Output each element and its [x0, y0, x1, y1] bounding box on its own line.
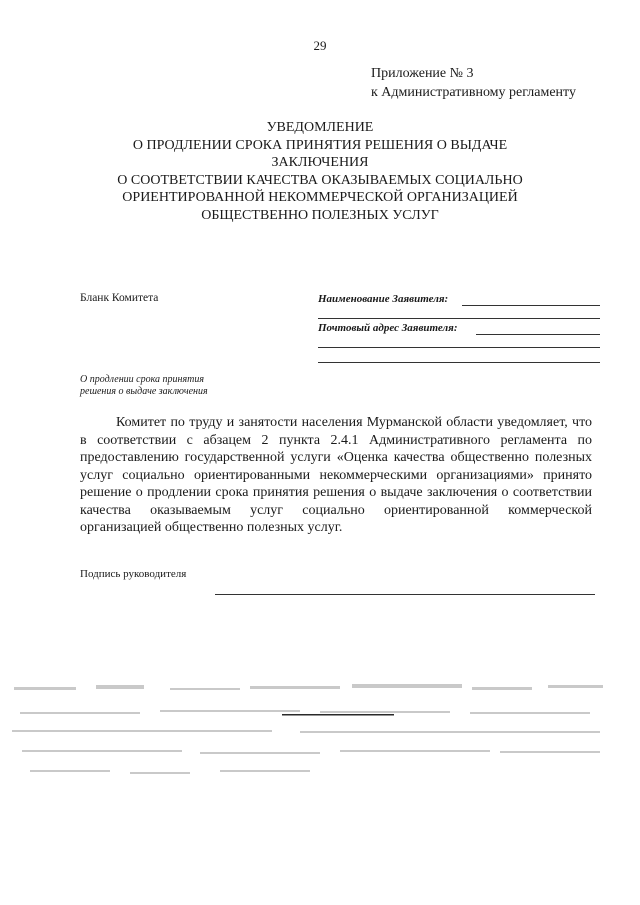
postal-address-label: Почтовый адрес Заявителя:: [318, 322, 458, 334]
subject-line: решения о выдаче заключения: [80, 386, 208, 397]
appendix-reference: к Административному регламенту: [371, 85, 576, 100]
notice-subject: [80, 374, 208, 398]
scan-noise: [0, 670, 640, 800]
appendix-heading: [371, 64, 576, 102]
signature-line: [215, 594, 595, 595]
committee-letterhead-label: Бланк Комитета: [80, 292, 159, 304]
notice-body: Комитет по труду и занятости населения Мурманской области уведомляет, что в соответствии с абзацем 2 пункта 2.4.1 Административного регламента по предоставлению государственной услуги «Оценка качества общественно полезных услуг социально ориентированными некоммерческими организациями» принято решение о продлении срока принятия решения о выдаче заключения о соответствии качества оказываемым услуг социально ориентированной коммерческой организацией общественно полезных услуг.: [80, 415, 592, 535]
title-line: ОРИЕНТИРОВАННОЙ НЕКОММЕРЧЕСКОЙ ОРГАНИЗАЦИЕЙ: [122, 190, 518, 205]
postal-address-line: [476, 334, 600, 335]
signature-label: Подпись руководителя: [80, 568, 187, 580]
postal-address-line-2: [318, 347, 600, 348]
postal-address-line-3: [318, 362, 600, 363]
page-number: 29: [313, 38, 327, 53]
subject-line: О продлении срока принятия: [80, 374, 205, 385]
applicant-name-label: Наименование Заявителя:: [318, 293, 449, 305]
applicant-name-line-2: [318, 318, 600, 319]
title-line: ОБЩЕСТВЕННО ПОЛЕЗНЫХ УСЛУГ: [201, 207, 439, 223]
title-line: ЗАКЛЮЧЕНИЯ: [271, 155, 369, 170]
applicant-name-line: [462, 305, 600, 306]
title-line: УВЕДОМЛЕНИЕ: [266, 120, 374, 135]
appendix-number: Приложение № 3: [371, 66, 474, 81]
title-line: О СООТВЕТСТВИИ КАЧЕСТВА ОКАЗЫВАЕМЫХ СОЦИАЛЬНО: [117, 172, 523, 188]
document-title: [60, 119, 580, 224]
title-line: О ПРОДЛЕНИИ СРОКА ПРИНЯТИЯ РЕШЕНИЯ О ВЫДАЧЕ: [132, 137, 508, 153]
